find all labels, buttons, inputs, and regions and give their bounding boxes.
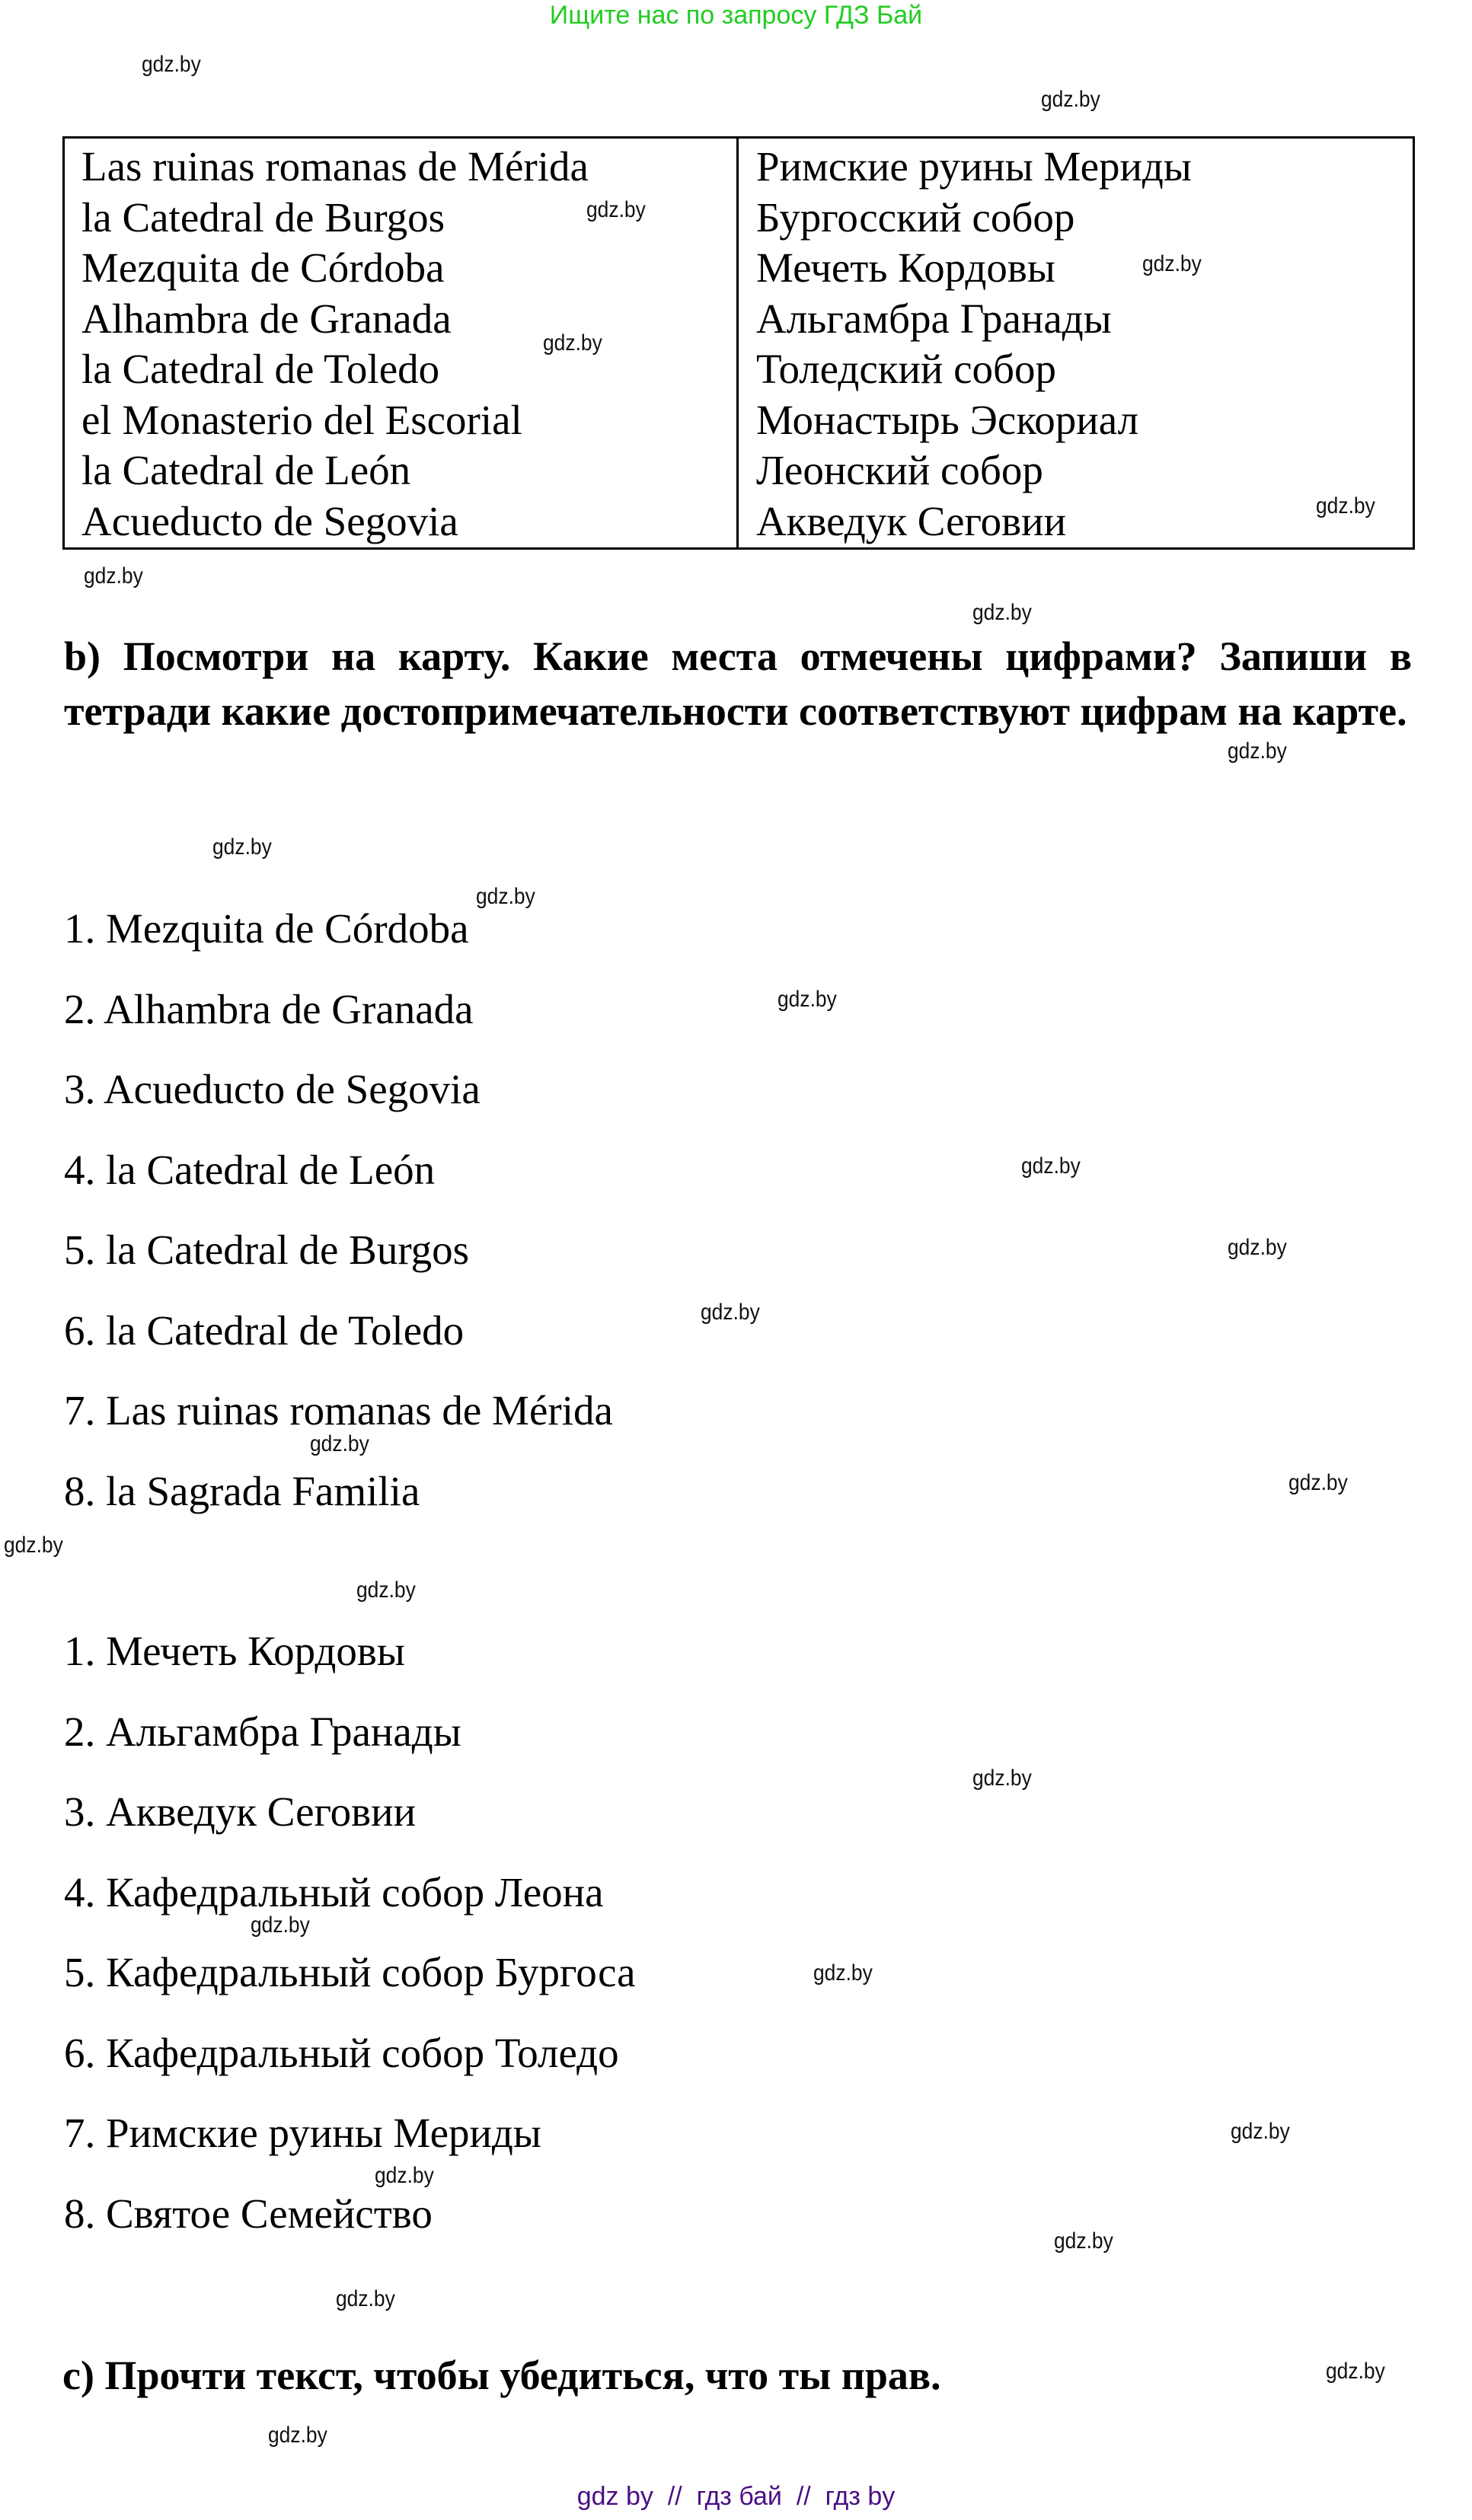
table-cell-ru: Бургосский собор bbox=[756, 193, 1075, 241]
list-item: 8. Святое Семейство bbox=[64, 2190, 433, 2237]
table-cell-es: la Catedral de León bbox=[81, 447, 411, 493]
vocabulary-table bbox=[62, 136, 1415, 550]
table-cell-es: Alhambra de Granada bbox=[81, 295, 452, 342]
watermark: gdz.by bbox=[1231, 2119, 1290, 2144]
watermark: gdz.by bbox=[778, 987, 837, 1012]
russian-column bbox=[739, 139, 1413, 547]
list-item: 7. Римские руины Мериды bbox=[64, 2110, 541, 2156]
table-cell-ru: Леонский собор bbox=[756, 447, 1043, 493]
table-cell-es: la Catedral de Burgos bbox=[81, 193, 445, 241]
watermark: gdz.by bbox=[375, 2163, 434, 2188]
watermark: gdz.by bbox=[1228, 1235, 1287, 1260]
watermark: gdz.by bbox=[1054, 2228, 1113, 2254]
list-item: 5. Кафедральный собор Бургоса bbox=[64, 1949, 636, 1995]
watermark: gdz.by bbox=[1326, 2359, 1385, 2384]
watermark: gdz.by bbox=[268, 2423, 327, 2448]
table-cell-ru: Акведук Сеговии bbox=[756, 497, 1067, 544]
watermark: gdz.by bbox=[972, 600, 1032, 625]
search-hint-banner: Ищите нас по запросу ГДЗ Бай bbox=[549, 1, 923, 30]
watermark: gdz.by bbox=[212, 834, 272, 860]
watermark: gdz.by bbox=[142, 52, 201, 77]
watermark: gdz.by bbox=[543, 330, 602, 356]
watermark: gdz.by bbox=[1041, 87, 1100, 112]
list-item: 8. la Sagrada Familia bbox=[64, 1467, 420, 1514]
footer-links: gdz by // гдз бай // гдз by bbox=[576, 2482, 896, 2511]
list-item: 3. Acueducto de Segovia bbox=[64, 1066, 481, 1112]
list-item: 4. la Catedral de León bbox=[64, 1146, 436, 1193]
list-item: 2. Alhambra de Granada bbox=[64, 985, 474, 1032]
list-item: 5. la Catedral de Burgos bbox=[64, 1227, 470, 1273]
table-cell-es: la Catedral de Toledo bbox=[81, 346, 440, 392]
table-cell-es: Mezquita de Córdoba bbox=[81, 244, 445, 291]
watermark: gdz.by bbox=[1142, 251, 1202, 276]
watermark: gdz.by bbox=[310, 1431, 369, 1456]
task-c-heading: c) Прочти текст, чтобы убедиться, что ты прав. bbox=[62, 2353, 941, 2398]
watermark: gdz.by bbox=[356, 1577, 416, 1603]
table-cell-ru: Мечеть Кордовы bbox=[756, 244, 1055, 291]
watermark: gdz.by bbox=[1021, 1153, 1081, 1179]
watermark: gdz.by bbox=[336, 2286, 395, 2311]
list-item: 4. Кафедральный собор Леона bbox=[64, 1868, 604, 1916]
watermark: gdz.by bbox=[813, 1960, 873, 1986]
task-b-heading: b) Посмотри на карту. Какие места отмечены цифрами? Запиши в тетради какие достопримечательности соответствуют цифрам на карте. bbox=[64, 633, 1412, 734]
table-cell-es: el Monasterio del Escorial bbox=[81, 396, 522, 443]
list-item: 2. Альгамбра Гранады bbox=[64, 1708, 461, 1755]
table-cell-ru: Толедский собор bbox=[756, 346, 1056, 392]
list-item: 6. Кафедральный собор Толедо bbox=[64, 2029, 619, 2076]
list-item: 3. Акведук Сеговии bbox=[64, 1788, 417, 1835]
watermark: gdz.by bbox=[1288, 1470, 1348, 1495]
table-cell-es: Las ruinas romanas de Mérida bbox=[81, 143, 589, 190]
watermark: gdz.by bbox=[1316, 493, 1375, 518]
watermark: gdz.by bbox=[251, 1912, 310, 1938]
table-cell-ru: Римские руины Мериды bbox=[756, 143, 1192, 190]
list-item: 6. la Catedral de Toledo bbox=[64, 1306, 465, 1354]
list-item: 7. Las ruinas romanas de Mérida bbox=[64, 1387, 613, 1434]
watermark: gdz.by bbox=[701, 1300, 760, 1325]
table-cell-es: Acueducto de Segovia bbox=[81, 497, 458, 544]
table-cell-ru: Монастырь Эскориал bbox=[756, 396, 1139, 443]
watermark: gdz.by bbox=[4, 1533, 63, 1558]
list-item: 1. Мечеть Кордовы bbox=[64, 1628, 405, 1674]
watermark: gdz.by bbox=[1228, 738, 1287, 764]
watermark: gdz.by bbox=[972, 1766, 1032, 1791]
list-item: 1. Mezquita de Córdoba bbox=[64, 905, 469, 952]
answers-list-russian bbox=[64, 1611, 636, 2254]
watermark: gdz.by bbox=[586, 197, 646, 222]
watermark: gdz.by bbox=[476, 884, 535, 909]
watermark: gdz.by bbox=[84, 563, 143, 589]
table-cell-ru: Альгамбра Гранады bbox=[756, 295, 1112, 342]
